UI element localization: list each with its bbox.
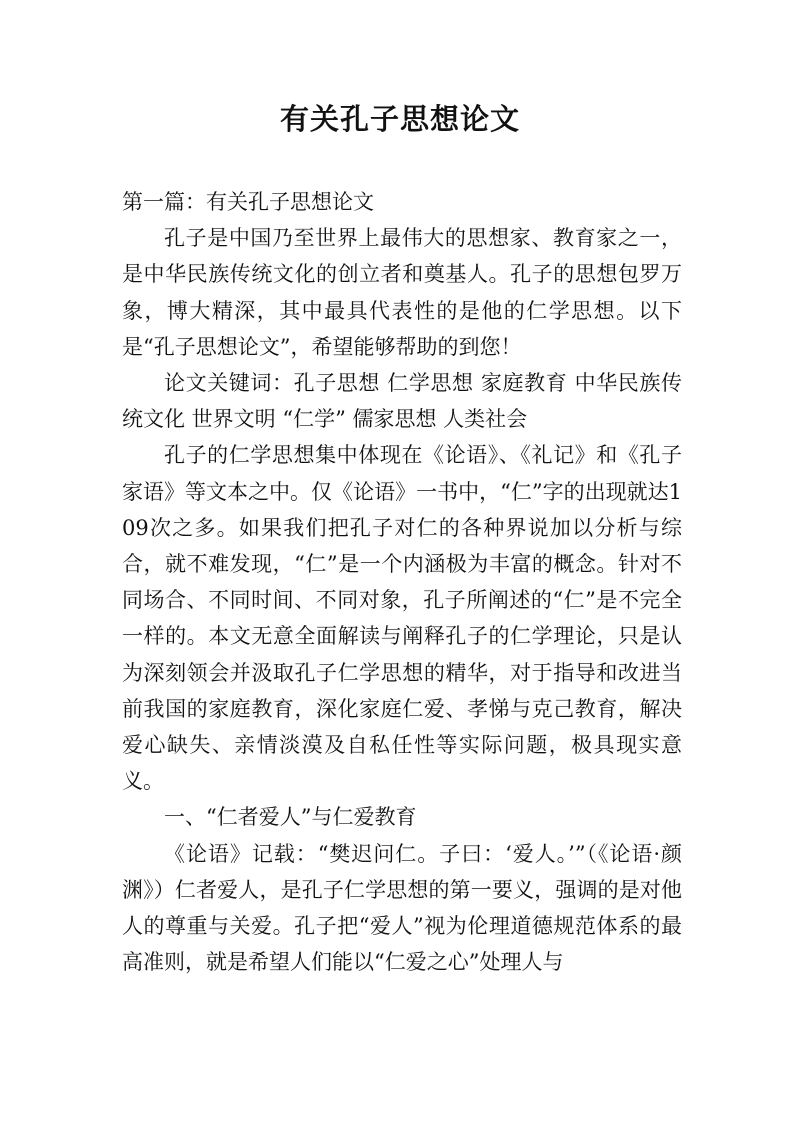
body-paragraph: 《论语》记载：“樊迟问仁。子曰：‘爱人。’”（《论语·颜渊》）仁者爱人，是孔子仁学思想的第一要义，强调的是对他人的尊重与关爱。孔子把“爱人”视为伦理道德规范体系的最高准则，就是希望人们能以“仁爱之心”处理人与: [122, 841, 682, 975]
intro-paragraph: 孔子是中国乃至世界上最伟大的思想家、教育家之一，是中华民族传统文化的创立者和奠基人。孔子的思想包罗万象，博大精深，其中最具代表性的是他的仁学思想。以下是“孔子思想论文”，希望能够帮助的到您！: [122, 226, 682, 359]
section-heading: 第一篇：有关孔子思想论文: [122, 190, 374, 214]
document-title: 有关孔子思想论文: [279, 102, 520, 136]
keywords-paragraph: 论文关键词：孔子思想 仁学思想 家庭教育 中华民族传统文化 世界文明 “仁学” 儒家思想 人类社会: [122, 371, 682, 432]
subsection-heading: 一、“仁者爱人”与仁爱教育: [164, 805, 417, 830]
document-body: [122, 184, 682, 980]
body-paragraph: 孔子的仁学思想集中体现在《论语》、《礼记》和《孔子家语》等文本之中。仅《论语》一书中，“仁”字的出现就达109次之多。如果我们把孔子对仁的各种界说加以分析与综合，就不难发现，“仁”是一个内涵极为丰富的概念。针对不同场合、不同时间、不同对象，孔子所阐述的“仁”是不完全一样的。本文无意全面解读与阐释孔子的仁学理论，只是认为深刻领会并汲取孔子仁学思想的精华，对于指导和改进当前我国的家庭教育，深化家庭仁爱、孝悌与克己教育，解决爱心缺失、亲情淡漠及自私任性等实际问题，极具现实意义。: [122, 443, 682, 794]
